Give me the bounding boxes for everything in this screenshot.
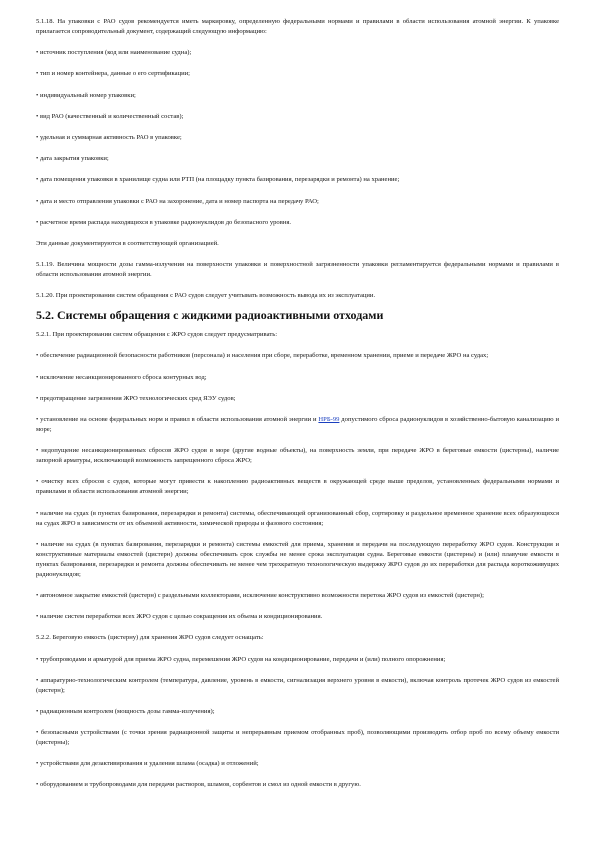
list-item: • предотвращение загрязнения ЖРО технологических сред ЯЭУ судов;: [36, 394, 236, 402]
list-item: • оборудованием и трубопроводами для передачи растворов, шламов, сорбентов и смол из одной емкости в другую.: [36, 781, 361, 789]
list-item: • недопущение несанкционированных сбросов ЖРО судов в море (другие водные объекты), на поверхность земли, при передаче ЖРО в береговые емкости (цистерны), наличие запорной арматуры, исключающей возможность запрещенного сброса ЖРО;: [36, 447, 559, 465]
list-item: • дата закрытия упаковки;: [36, 155, 109, 163]
list-item: • безопасными устройствами (с точки зрения радиационной защиты и непрерывным приемом отобранных проб), позволяющими производить отбор проб по всему объему емкости (цистерны);: [36, 729, 559, 747]
list-item: • индивидуальный номер упаковки;: [36, 91, 136, 99]
list-item: • удельная и суммарная активность РАО в упаковке;: [36, 133, 182, 141]
list-item: • источник поступления (код или наименование судна);: [36, 49, 192, 57]
list-item: • радиационным контролем (мощность дозы гамма-излучения);: [36, 707, 215, 715]
list-item: • автономное закрытие емкостей (цистерн) с раздельными коллекторами, исключение конструктивно возможности перетока ЖРО судов из емкостей (цистерн);: [36, 591, 484, 599]
paragraph-note: Эти данные документируются в соответствующей организацией.: [36, 239, 219, 247]
list-item: • обеспечение радиационной безопасности работников (персонала) и населения при сборе, переработке, временном хранении, приеме и передаче ЖРО на судах;: [36, 352, 489, 360]
list-item: • наличие систем переработки всех ЖРО судов с целью сокращения их объема и кондиционирования.: [36, 613, 323, 621]
list-item: • дата и место отправления упаковки с РАО на захоронение, дата и номер паспорта на передачу РАО;: [36, 197, 319, 205]
list-item: • трубопроводами и арматурой для приема ЖРО судна, перемешения ЖРО судов на кондиционирование, передачи и (или) полного опорожнения;: [36, 655, 446, 663]
list-item: • тип и номер контейнера, данные о его сертификации;: [36, 70, 190, 78]
nrb-99-link[interactable]: НРБ-99: [318, 416, 340, 423]
paragraph-5-1-18: 5.1.18. На упаковки с РАО судов рекомендуется иметь маркировку, определенную федеральными нормами и правилами в области использования атомной энергии. К упаковке прилагается сопроводительный документ, содержащий следующую информацию:: [36, 18, 559, 35]
list-item-text: допустимого сброса радионуклидов в хозяйственно-бытовую канализацию и море;: [36, 416, 559, 433]
paragraph-5-1-20: 5.1.20. При проектировании систем обращения с РАО судов следует учитывать возможность вывода их из эксплуатации.: [36, 292, 376, 300]
paragraph-5-1-19: 5.1.19. Величина мощности дозы гамма-излучения на поверхности упаковки и поверхностной загрязненности упаковки регламентируется федеральными нормами и правилами в области использования атомной энергии.: [36, 261, 559, 279]
list-item: • очистку всех сбросов с судов, которые могут привести к накоплению радиоактивных веществ в окружающей среде выше пределов, установленных федеральными нормами и правилами в области использования атомной энергии;: [36, 478, 559, 496]
list-item: • вид РАО (качественный и количественный состав);: [36, 112, 184, 120]
list-item: • исключение несанкционированного сброса контурных вод;: [36, 373, 207, 381]
list-item-with-link: [36, 415, 559, 435]
list-item: • аппаратурно-технологическим контролем (температура, давление, уровень в емкости, сигнализация верхнего уровня в емкости), включая контроль протечек ЖРО судов из емкостей (цистерн);: [36, 676, 559, 694]
list-item: • расчетное время распада находящихся в упаковке радионуклидов до безопасного уровня.: [36, 218, 292, 226]
list-item-text: • установление на основе федеральных норм и правил в области использования атомной энергии и: [36, 416, 319, 423]
list-item: • наличие на судах (в пунктах базирования, перезарядки и ремонта) системы, обеспечивающей организованный сбор, сортировку и раздельное временное хранение всех образующихся на судах ЖРО в зависимости от их объемной активности, химической природы и фазового состояния;: [36, 509, 559, 527]
list-item: • устройствами для дезактивирования и удаления шлама (осадка) и отложений;: [36, 760, 259, 768]
paragraph-5-2-1: 5.2.1. При проектировании систем обращения с ЖРО судов следует предусматривать:: [36, 331, 278, 339]
paragraph-5-2-2: 5.2.2. Береговую емкость (цистерну) для хранения ЖРО судов следует оснащать:: [36, 634, 264, 642]
list-item: • наличие на судах (в пунктах базирования, перезарядки и ремонта) системы емкостей для приема, хранения и передачи на последующую переработку ЖРО судов. Конструкция и конструктивные материалы емкостей (цистерн) должны обеспечивать срок службы не менее срока эксплуатации судна. Береговые емкости (цистерны) и (или) плавучие емкости в пунктах базирования, перезарядки и ремонта должны обеспечивать не менее чем трехкратную технологическую выдержку ЖРО судов до их переработки для распада короткоживущих радионуклидов;: [36, 540, 559, 578]
section-heading-5-2: 5.2. Системы обращения с жидкими радиоактивными отходами: [36, 308, 384, 323]
list-item: • дата помещения упаковки в хранилище судна или РТП (на площадку пункта базирования, перезарядки и ремонта) на хранение;: [36, 176, 400, 184]
